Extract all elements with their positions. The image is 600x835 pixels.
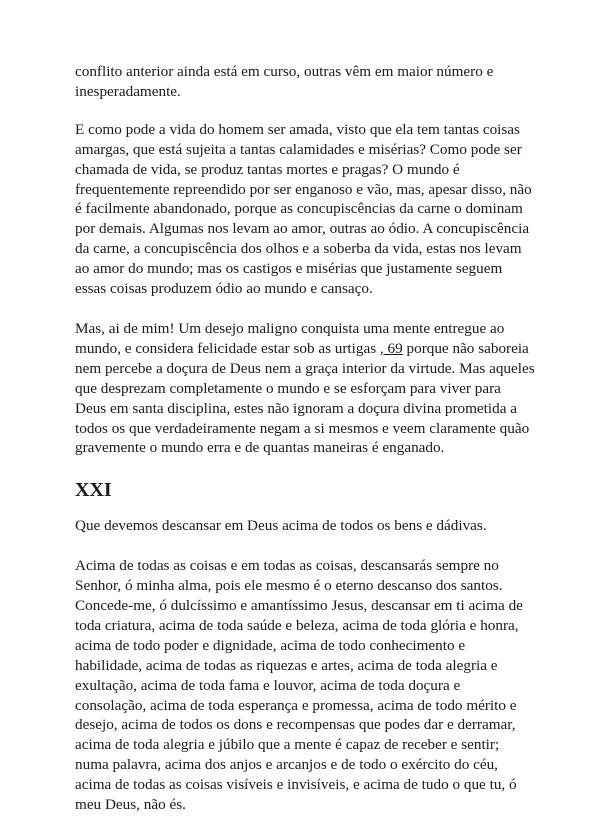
paragraph-life-of-man: E como pode a vida do homem ser amada, visto que ela tem tantas coisas amargas, que está sujeita a tantas calamidades e misérias? Como pode ser chamada de vida, se produz tantas mortes e pragas? O mundo é frequentemente repreendido por ser enganoso e vão, mas, apesar disso, não é facilmente abandonado, porque as concupiscências da carne o dominam por demais. Algumas nos levam ao amor, outras ao ódio. A concupiscência da carne, a concupiscência dos olhos e a soberba da vida, estas nos levam ao amor do mundo; mas os castigos e misérias que justamente seguem essas coisas produzem ódio ao mundo e cansaço. xyxy=(75,120,532,298)
chapter-body: Acima de todas as coisas e em todas as coisas, descansarás sempre no Senhor, ó minha alma, pois ele mesmo é o eterno descanso dos santos. Concede-me, ó dulcíssimo e amantíssimo Jesus, descansar em ti acima de toda criatura, acima de toda saúde e beleza, acima de toda glória e honra, acima de todo poder e dignidade, acima de todo conhecimento e habilidade, acima de todas as riquezas e artes, acima de toda alegria e exultação, acima de toda fama e louvor, acima de toda doçura e consolação, acima de toda esperança e promessa, acima de todo mérito e desejo, acima de todos os dons e recompensas que podes dar e derramar, acima de toda alegria e júbilo que a mente é capaz de receber e sentir; numa palavra, acima dos anjos e arcanjos e de todo o exército do céu, acima de todas as coisas visíveis e invisíveis, e acima de tudo o que tu, ó meu Deus, não és. xyxy=(75,557,523,814)
paragraph-text-after: porque não saboreia nem percebe a doçura de Deus nem a graça interior da virtude. Mas aqueles que desprezam completamente o mundo e se esforçam para viver para Deus em santa disciplina, estes não ignoram a doçura divina prometida a todos os que verdadeiramente negam a si mesmos e veem claramente quão gravemente o mundo erra e de quantas maneiras é enganado. xyxy=(75,339,535,457)
chapter-subtitle: Que devemos descansar em Deus acima de todos os bens e dádivas. xyxy=(75,517,487,535)
document-page xyxy=(75,62,535,835)
paragraph-continuation: conflito anterior ainda está em curso, outras vêm em maior número e inesperadamente. xyxy=(75,63,494,100)
page-number-link[interactable]: , 69 xyxy=(379,339,403,357)
paragraph-text-before: Mas, ai de mim! Um desejo maligno conquista uma mente entregue ao mundo, e considera felicidade estar sob as urtigas xyxy=(75,319,505,357)
chapter-heading: XXI xyxy=(75,479,112,502)
paragraph-evil-desire xyxy=(75,319,535,458)
